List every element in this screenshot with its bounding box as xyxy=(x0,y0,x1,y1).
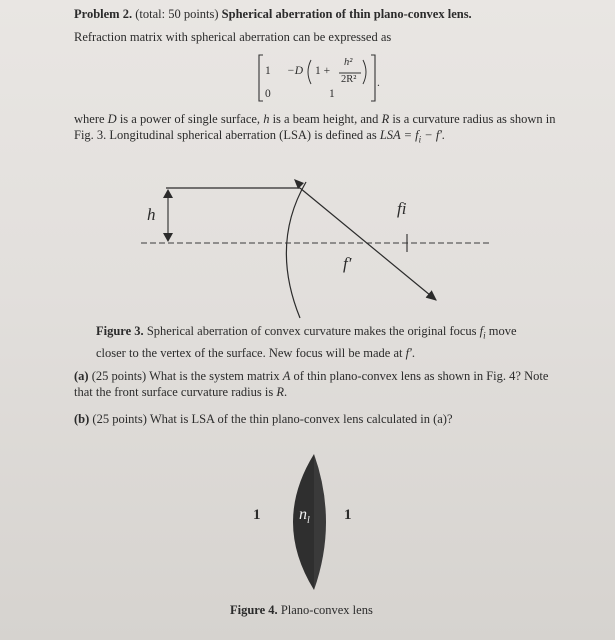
problem-heading: Spherical aberration of thin plano-convex lens. xyxy=(221,7,472,21)
label-h: h xyxy=(147,205,156,224)
caption3-fprime: f′ xyxy=(405,345,412,360)
caption3-fi: f xyxy=(479,324,484,338)
question-a-symbol-r: R xyxy=(276,385,284,399)
lsa-formula-end: − f′. xyxy=(421,128,446,142)
para-text: is a beam height, and xyxy=(269,112,382,126)
right-index-label: 1 xyxy=(344,507,352,523)
lsa-subscript: i xyxy=(418,134,422,145)
problem-number: Problem 2. xyxy=(74,7,133,21)
caption3-text: Spherical aberration of convex curvature makes the original focus xyxy=(143,324,480,338)
caption3-text: move xyxy=(485,324,517,338)
matrix-a12-one: 1 + xyxy=(315,65,331,77)
question-b-text: (25 points) What is LSA of the thin plano-convex lens calculated in (a)? xyxy=(89,412,453,426)
question-a-text: that the front surface curvature radius is xyxy=(74,385,277,399)
para-text: is a power of single surface, xyxy=(116,112,264,126)
caption3-fi-sub: i xyxy=(483,330,486,341)
matrix-trailing: . xyxy=(377,77,380,89)
problem-points: (total: 50 points) xyxy=(135,7,219,21)
matrix-denominator: 2R² xyxy=(341,74,357,85)
para-symbol-d: D xyxy=(107,112,117,126)
matrix-a22: 1 xyxy=(329,88,335,100)
label-fprime: f′ xyxy=(343,254,352,273)
question-b-label: (b) xyxy=(74,412,90,426)
para-symbol-r: R xyxy=(381,112,390,126)
matrix-a21: 0 xyxy=(265,88,271,100)
question-a-symbol: A xyxy=(282,369,291,383)
lens-index-n: n xyxy=(299,506,307,523)
lsa-formula: LSA = f xyxy=(379,128,419,142)
intro-text: Refraction matrix with spherical aberration can be expressed as xyxy=(74,30,392,44)
label-fi: fi xyxy=(397,199,407,218)
caption3-text: closer to the vertex of the surface. New focus will be made at xyxy=(96,345,406,360)
caption3-label: Figure 3. xyxy=(96,324,144,338)
left-index-label: 1 xyxy=(253,507,261,523)
question-a-text: (25 points) What is the system matrix xyxy=(88,369,283,383)
para-text: is a curvature radius as shown in xyxy=(389,112,556,126)
lens-index-sub: l xyxy=(307,515,310,527)
caption4-text: Plano-convex lens xyxy=(277,603,373,617)
caption3-text: . xyxy=(411,345,415,360)
lens-convex-side xyxy=(314,454,326,590)
question-a-label: (a) xyxy=(74,369,89,383)
matrix-numerator: h² xyxy=(344,57,353,68)
matrix-a12-prefix: −D xyxy=(287,65,304,77)
matrix-a11: 1 xyxy=(265,65,271,77)
question-a-text: of thin plano-convex lens as shown in Fig. 4? Note xyxy=(290,369,549,383)
caption4-label: Figure 4. xyxy=(230,603,278,617)
question-a-text: . xyxy=(284,385,288,399)
para-text: Fig. 3. Longitudinal spherical aberration (LSA) is defined as xyxy=(74,128,380,142)
para-symbol-h: h xyxy=(263,112,270,126)
para-text: where xyxy=(74,112,108,126)
figure-4-caption xyxy=(230,603,373,618)
lens-index-label xyxy=(299,506,310,526)
